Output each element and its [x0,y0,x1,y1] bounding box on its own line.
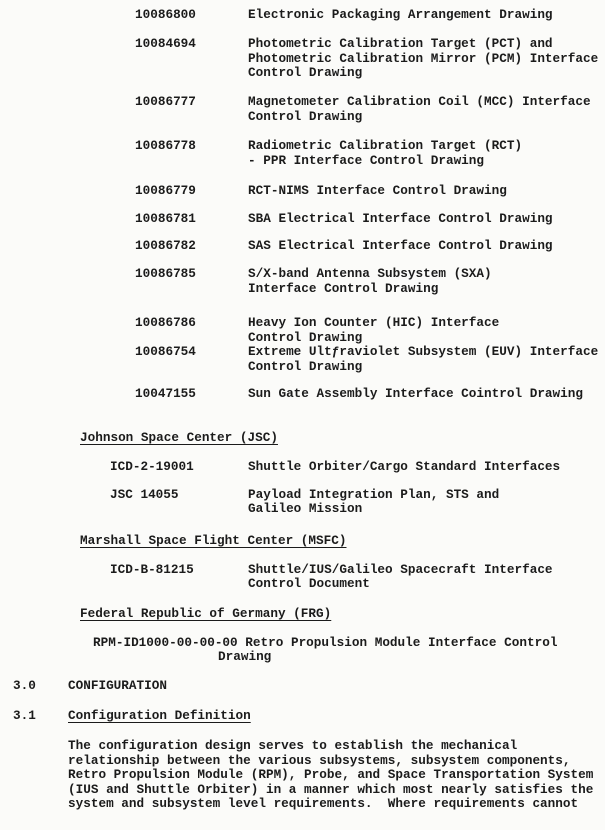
drawing-row [135,387,605,402]
document-row [110,460,605,475]
document-number: JSC 14055 [110,486,179,502]
drawing-title-line: - PPR Interface Control Drawing [248,152,485,168]
drawing-title-line: Photometric Calibration Mirror (PCM) Interface [248,50,599,66]
drawing-number: 10086778 [135,138,196,153]
drawing-number: 10086754 [135,344,196,359]
drawing-title-line: Control Drawing [248,358,363,374]
drawing-row [135,139,605,168]
paragraph-line: relationship between the various subsystems, subsystem components, [68,752,571,768]
drawing-title-line: Interface Control Drawing [248,280,439,296]
drawing-title [248,8,605,23]
document-number: ICD-B-81215 [110,561,194,577]
document-row [110,488,605,517]
drawing-row [135,8,605,23]
drawing-row [135,212,605,227]
drawing-title-line: Control Drawing [248,65,363,80]
drawing-title [248,212,605,227]
section-heading-msfc: Marshall Space Flight Center (MSFC) [80,532,347,548]
document-title-line: Galileo Mission [248,501,363,516]
drawing-title [248,387,605,402]
drawing-title-line: SAS Electrical Interface Control Drawing [248,238,553,253]
drawing-number: 10086800 [135,7,196,22]
drawing-number: 10086786 [135,315,196,330]
drawing-row [135,184,605,199]
section-3-1 [13,709,605,724]
section-heading-jsc: Johnson Space Center (JSC) [80,429,278,445]
drawing-title-line: Control Drawing [248,329,363,345]
document-number: ICD-2-19001 [110,458,194,474]
document-row [110,563,605,592]
drawing-title [248,95,605,124]
drawing-title [248,37,605,81]
drawing-title [248,345,605,374]
drawing-title-line: Magnetometer Calibration Coil (MCC) Interface [248,94,591,109]
drawing-number: 10047155 [135,385,196,401]
document-title-line: Shuttle Orbiter/Cargo Standard Interfaces [248,458,561,474]
section-heading-frg: Federal Republic of Germany (FRG) [80,605,332,621]
drawing-title [248,184,605,199]
drawing-title [248,139,605,168]
drawing-title [248,316,605,345]
paragraph-line: (IUS and Shuttle Orbiter) in a manner which most nearly satisfies the [68,781,594,797]
frg-entry-line: Drawing [218,649,272,664]
drawing-row [135,239,605,254]
drawing-number: 10086777 [135,94,196,109]
drawing-title-line: Electronic Packaging Arrangement Drawing [248,7,553,22]
document-title-line: Shuttle/IUS/Galileo Spacecraft Interface [248,561,553,577]
paragraph-line: system and subsystem level requirements. Where requirements cannot [68,796,579,811]
body-paragraph [68,739,605,812]
drawing-title [248,239,605,254]
drawing-title-line: Control Drawing [248,108,363,124]
drawing-row [135,316,605,345]
document-title-line: Control Document [248,576,370,591]
drawing-title-line: S/X-band Antenna Subsystem (SXA) [248,266,492,281]
drawing-row [135,37,605,81]
drawing-title-line: RCT-NIMS Interface Control Drawing [248,183,507,198]
drawing-title-line: Radiometric Calibration Target (RCT) [248,138,523,153]
document-title-line: Payload Integration Plan, STS and [248,486,500,502]
section-3-0 [13,679,605,694]
section-title: Configuration Definition [68,708,251,723]
drawing-title-line: Photometric Calibration Target (PCT) and [248,36,553,51]
drawing-title-line: Sun Gate Assembly Interface Cointrol Drawing [248,385,584,401]
document-title [248,460,605,475]
frg-entry-line: RPM-ID1000-00-00-00 Retro Propulsion Module Interface Control [93,634,558,650]
drawing-number: 10084694 [135,36,196,51]
drawing-number: 10086785 [135,266,196,281]
drawing-number: 10086779 [135,183,196,198]
drawing-row [135,95,605,124]
section-number: 3.0 [13,678,36,693]
drawing-number: 10086782 [135,238,196,253]
drawing-title [248,267,605,296]
drawing-title-line: SBA Electrical Interface Control Drawing [248,211,553,226]
drawing-row [135,267,605,296]
paragraph-line: The configuration design serves to establish the mechanical [68,738,518,753]
drawing-title-line: Heavy Ion Counter (HIC) Interface [248,315,500,330]
drawing-title-line: Extreme Ultƒraviolet Subsystem (EUV) Interface [248,344,599,359]
drawing-row [135,345,605,374]
drawing-number: 10086781 [135,211,196,226]
section-title: CONFIGURATION [68,678,167,693]
section-number: 3.1 [13,708,36,723]
document-title [248,488,605,517]
document-title [248,563,605,592]
paragraph-line: Retro Propulsion Module (RPM), Probe, and Space Transportation System [68,767,594,782]
